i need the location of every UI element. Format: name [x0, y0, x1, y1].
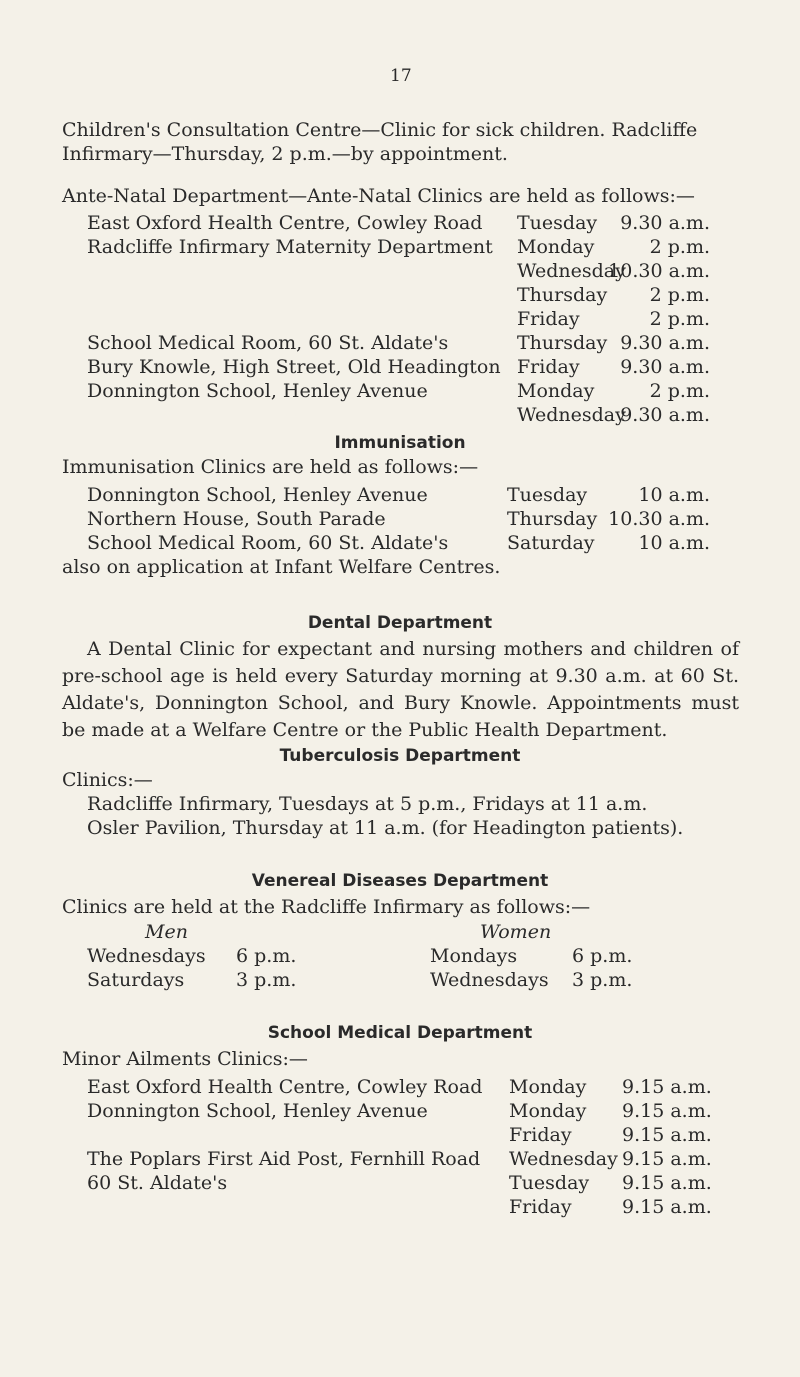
antenatal-day: Friday: [517, 356, 580, 378]
immunisation-time: 10 a.m.: [638, 532, 710, 554]
antenatal-place: School Medical Room, 60 St. Aldate's: [87, 332, 449, 354]
vd-women-label: Women: [480, 921, 552, 943]
school-place: The Poplars First Aid Post, Fernhill Road: [87, 1148, 481, 1170]
immunisation-note: also on application at Infant Welfare Centres.: [62, 556, 501, 578]
school-heading: School Medical Department: [267, 1023, 533, 1043]
antenatal-place: East Oxford Health Centre, Cowley Road: [87, 212, 483, 234]
vd-men-time: 6 p.m.: [236, 945, 297, 967]
antenatal-day: Thursday: [517, 332, 608, 354]
vd-women-day: Mondays: [430, 945, 518, 967]
school-place: Donnington School, Henley Avenue: [87, 1100, 428, 1122]
antenatal-intro: Ante-Natal Department—Ante-Natal Clinics are held as follows:—: [62, 185, 695, 207]
vd-women-time: 6 p.m.: [572, 945, 633, 967]
antenatal-place: Donnington School, Henley Avenue: [87, 380, 428, 402]
antenatal-day: Monday: [517, 380, 595, 402]
school-place: East Oxford Health Centre, Cowley Road: [87, 1076, 483, 1098]
vd-men-time: 3 p.m.: [236, 969, 297, 991]
page-number: 17: [390, 66, 412, 86]
antenatal-day: Monday: [517, 236, 595, 258]
school-time: 9.15 a.m.: [622, 1100, 712, 1122]
immunisation-time: 10 a.m.: [638, 484, 710, 506]
school-intro: Minor Ailments Clinics:—: [62, 1048, 308, 1070]
dental-heading: Dental Department: [307, 613, 493, 633]
school-time: 9.15 a.m.: [622, 1124, 712, 1146]
antenatal-place: Radcliffe Infirmary Maternity Department: [87, 236, 493, 258]
antenatal-time: 9.30 a.m.: [620, 404, 710, 426]
immunisation-place: Donnington School, Henley Avenue: [87, 484, 428, 506]
school-day: Friday: [509, 1124, 572, 1146]
tb-clinics-label: Clinics:—: [62, 769, 153, 791]
childrens-line-2: Infirmary—Thursday, 2 p.m.—by appointment.: [62, 143, 508, 165]
school-time: 9.15 a.m.: [622, 1172, 712, 1194]
vd-heading: Venereal Diseases Department: [251, 871, 549, 891]
antenatal-day: Wednesday: [517, 260, 626, 282]
antenatal-time: 2 p.m.: [649, 380, 710, 402]
antenatal-time: 9.30 a.m.: [620, 212, 710, 234]
immunisation-day: Saturday: [507, 532, 595, 554]
childrens-line-1: Children's Consultation Centre—Clinic for sick children. Radcliffe: [62, 119, 698, 141]
dental-body: A Dental Clinic for expectant and nursing mothers and children of pre-school age is held every Saturday morning at 9.30 a.m. at 60 St. Aldate's, Donnington School, and Bury Knowle. Appointments must be made at a Welfare Centre or the Public Health Department.: [62, 638, 739, 741]
tb-line-1: Radcliffe Infirmary, Tuesdays at 5 p.m., Fridays at 11 a.m.: [87, 793, 648, 815]
tb-heading: Tuberculosis Department: [279, 746, 521, 766]
vd-men-label: Men: [145, 921, 188, 943]
antenatal-time: 2 p.m.: [649, 308, 710, 330]
antenatal-time: 10.30 a.m.: [608, 260, 710, 282]
immunisation-time: 10.30 a.m.: [608, 508, 710, 530]
immunisation-heading: Immunisation: [334, 433, 466, 453]
immunisation-place: School Medical Room, 60 St. Aldate's: [87, 532, 449, 554]
vd-men-day: Saturdays: [87, 969, 185, 991]
vd-men-day: Wednesdays: [87, 945, 206, 967]
vd-women-time: 3 p.m.: [572, 969, 633, 991]
school-day: Monday: [509, 1100, 587, 1122]
school-day: Tuesday: [509, 1172, 590, 1194]
school-day: Friday: [509, 1196, 572, 1218]
antenatal-time: 2 p.m.: [649, 236, 710, 258]
vd-intro: Clinics are held at the Radcliffe Infirmary as follows:—: [62, 896, 591, 918]
antenatal-day: Wednesday: [517, 404, 626, 426]
antenatal-day: Thursday: [517, 284, 608, 306]
school-day: Monday: [509, 1076, 587, 1098]
immunisation-day: Thursday: [507, 508, 598, 530]
antenatal-time: 9.30 a.m.: [620, 356, 710, 378]
antenatal-day: Tuesday: [517, 212, 598, 234]
antenatal-time: 2 p.m.: [649, 284, 710, 306]
antenatal-place: Bury Knowle, High Street, Old Headington: [87, 356, 501, 378]
school-time: 9.15 a.m.: [622, 1076, 712, 1098]
immunisation-day: Tuesday: [507, 484, 588, 506]
vd-women-day: Wednesdays: [430, 969, 549, 991]
antenatal-time: 9.30 a.m.: [620, 332, 710, 354]
antenatal-day: Friday: [517, 308, 580, 330]
immunisation-place: Northern House, South Parade: [87, 508, 386, 530]
school-time: 9.15 a.m.: [622, 1196, 712, 1218]
school-place: 60 St. Aldate's: [87, 1172, 228, 1194]
immunisation-intro: Immunisation Clinics are held as follows:—: [62, 456, 479, 478]
school-time: 9.15 a.m.: [622, 1148, 712, 1170]
school-day: Wednesday: [509, 1148, 618, 1170]
tb-line-2: Osler Pavilion, Thursday at 11 a.m. (for Headington patients).: [87, 817, 684, 839]
